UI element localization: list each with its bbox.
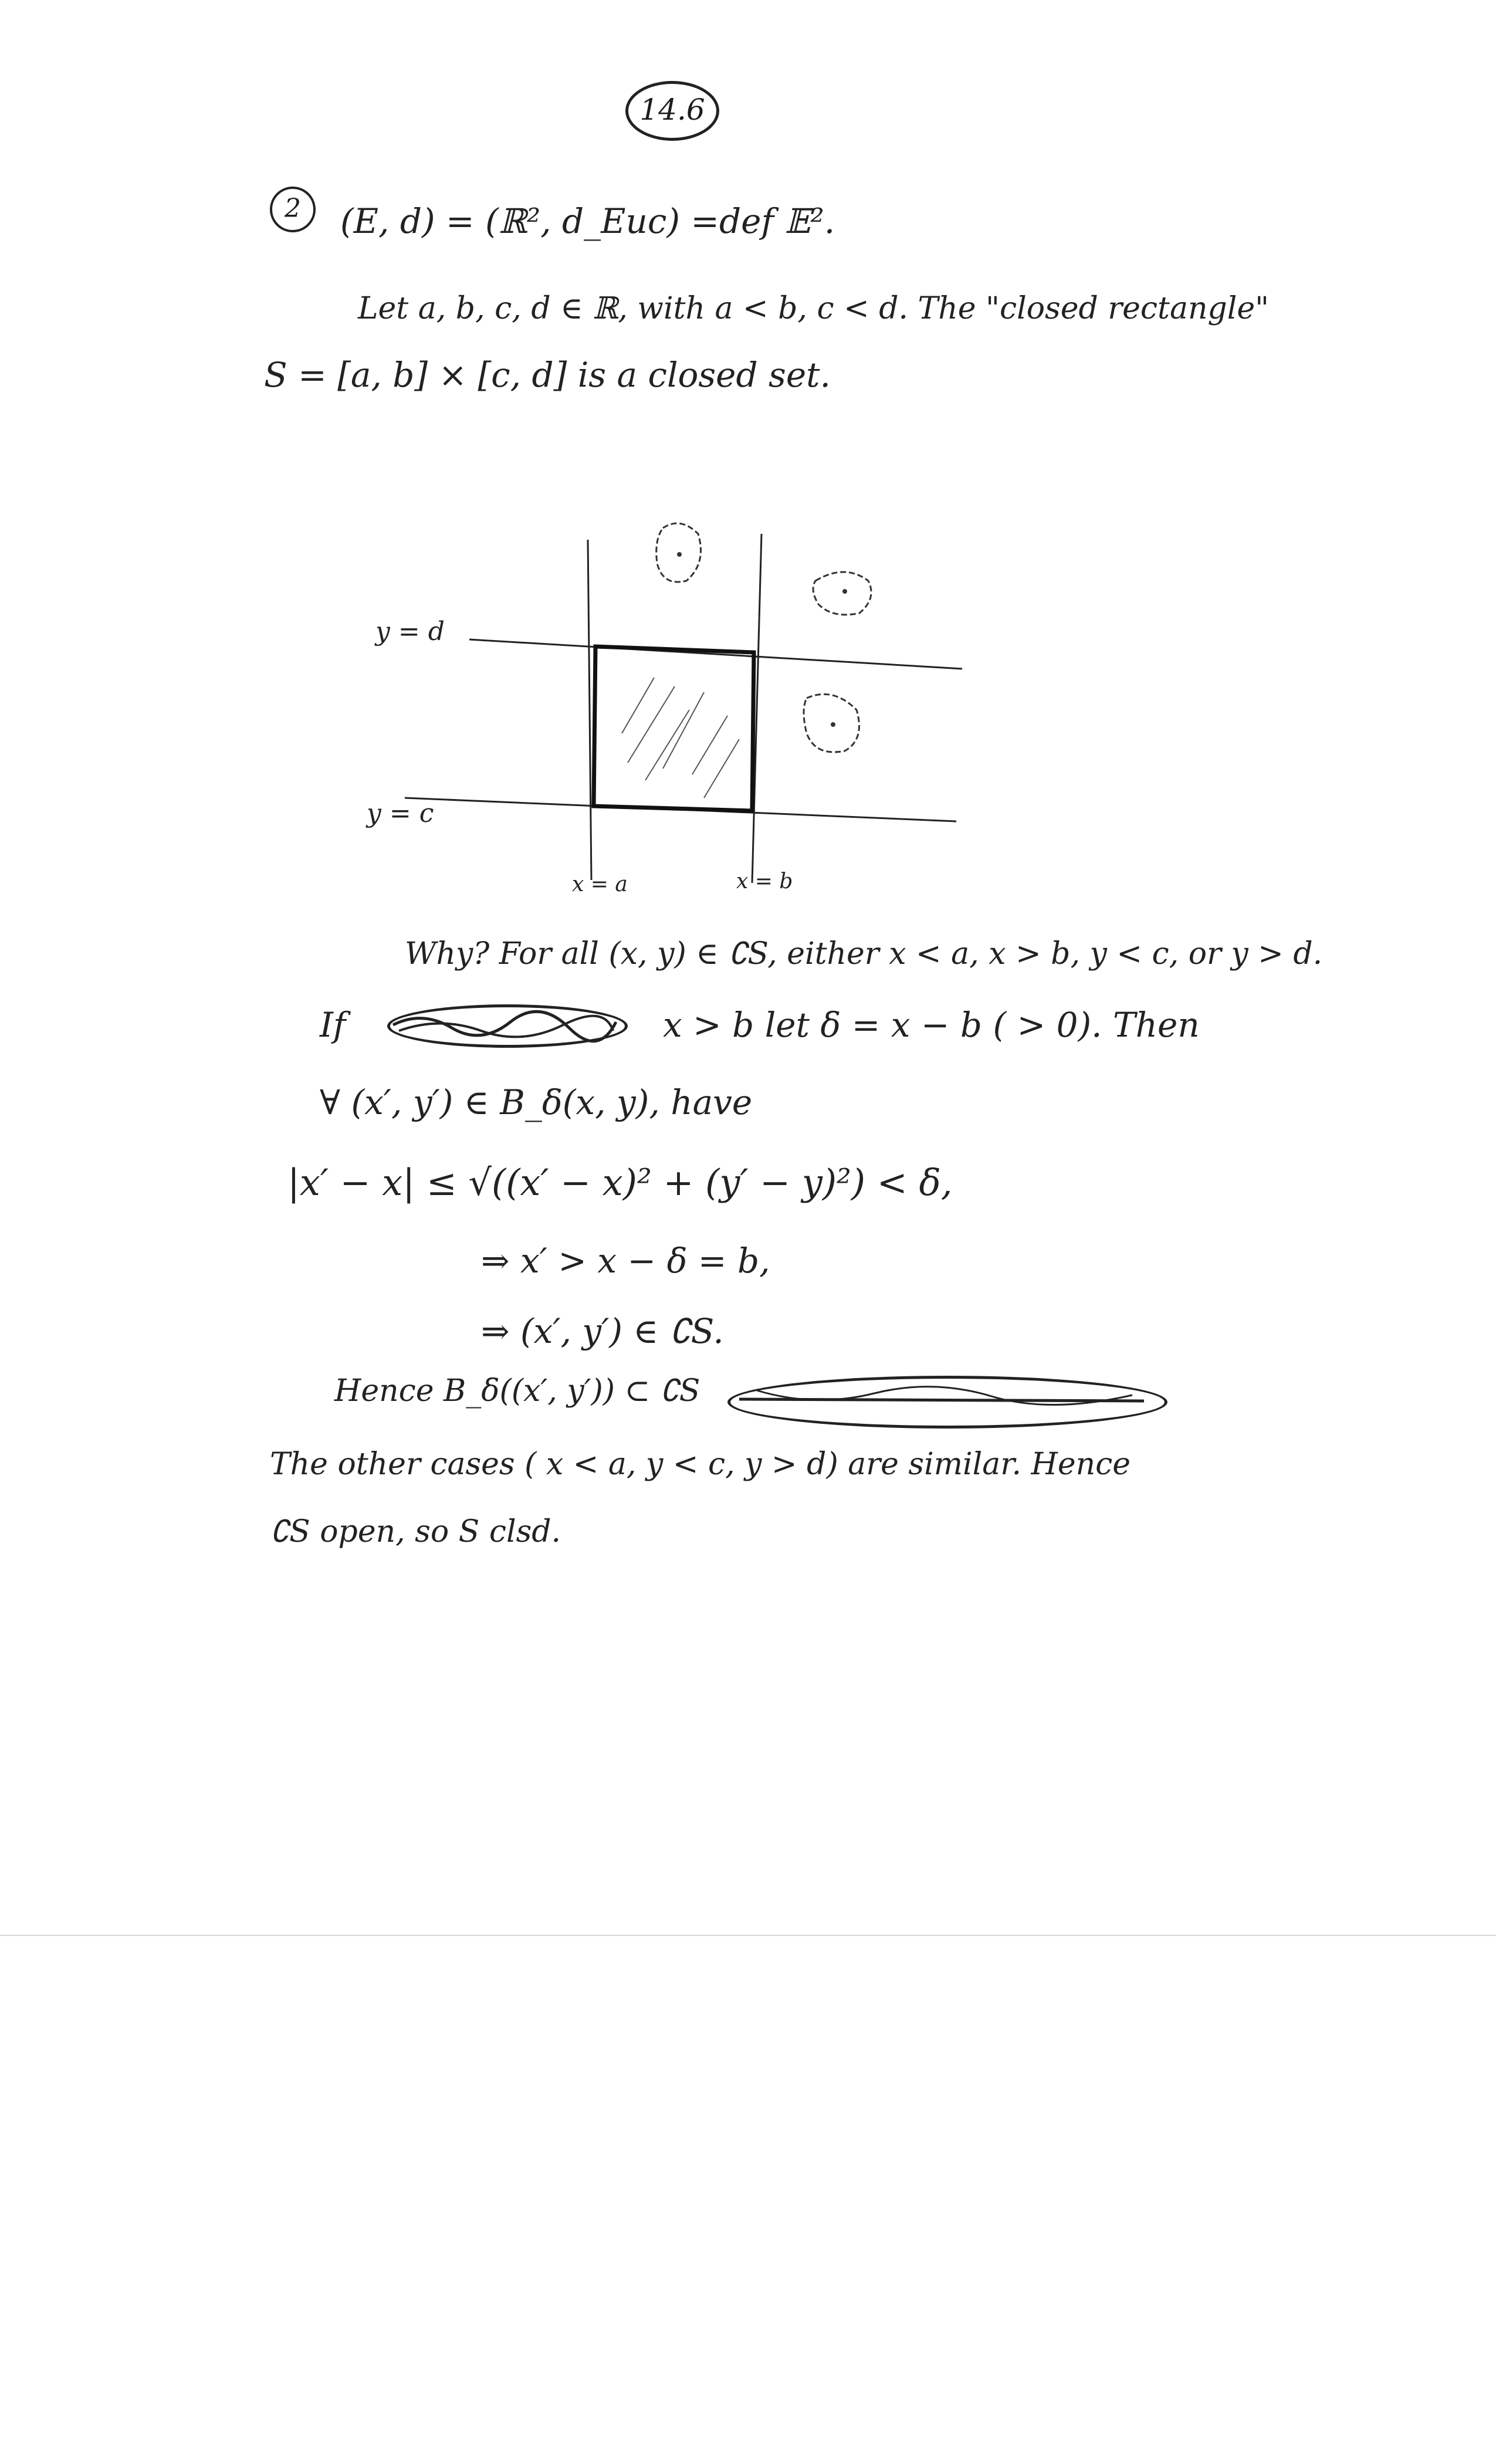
- label-x-equals-b: x = b: [736, 869, 793, 893]
- label-y-equals-c: y = c: [367, 798, 434, 828]
- scan-edge-line: [0, 1935, 1496, 1936]
- line-if: If: [320, 1005, 346, 1045]
- label-y-equals-d: y = d: [375, 617, 445, 647]
- problem-number: 2: [285, 194, 301, 224]
- page-number: 14.6: [639, 93, 705, 127]
- rectangle-diagram: [329, 516, 1033, 927]
- line-hence: Hence B_δ((x′, y′)) ⊂ ∁S: [334, 1373, 700, 1409]
- line-why: Why? For all (x, y) ∈ ∁S, either x < a, x > b, y < c, or y > d.: [405, 936, 1323, 972]
- scribble-strikethrough-2: [733, 1379, 1156, 1420]
- line-for-all: ∀ (x′, y′) ∈ B_δ(x, y), have: [320, 1082, 753, 1122]
- line-closed-set: S = [a, b] × [c, d] is a closed set.: [264, 355, 831, 395]
- line-inequality: |x′ − x| ≤ √((x′ − x)² + (y′ − y)²) < δ,: [287, 1161, 953, 1204]
- line-conclusion: ∁S open, so S clsd.: [270, 1514, 561, 1549]
- line-let: Let a, b, c, d ∈ ℝ, with a < b, c < d. The "closed rectangle": [358, 291, 1270, 326]
- line-other-cases: The other cases ( x < a, y < c, y > d) are similar. Hence: [270, 1447, 1131, 1482]
- line-definition: (E, d) = (ℝ², d_Euc) =def 𝔼².: [340, 201, 835, 241]
- line-implies-2: ⇒ (x′, y′) ∈ ∁S.: [481, 1311, 724, 1351]
- scribble-strikethrough: [387, 1004, 622, 1045]
- line-implies-1: ⇒ x′ > x − δ = b,: [481, 1241, 770, 1281]
- label-x-equals-a: x = a: [572, 872, 628, 896]
- line-x-greater-b: x > b let δ = x − b ( > 0). Then: [663, 1005, 1200, 1045]
